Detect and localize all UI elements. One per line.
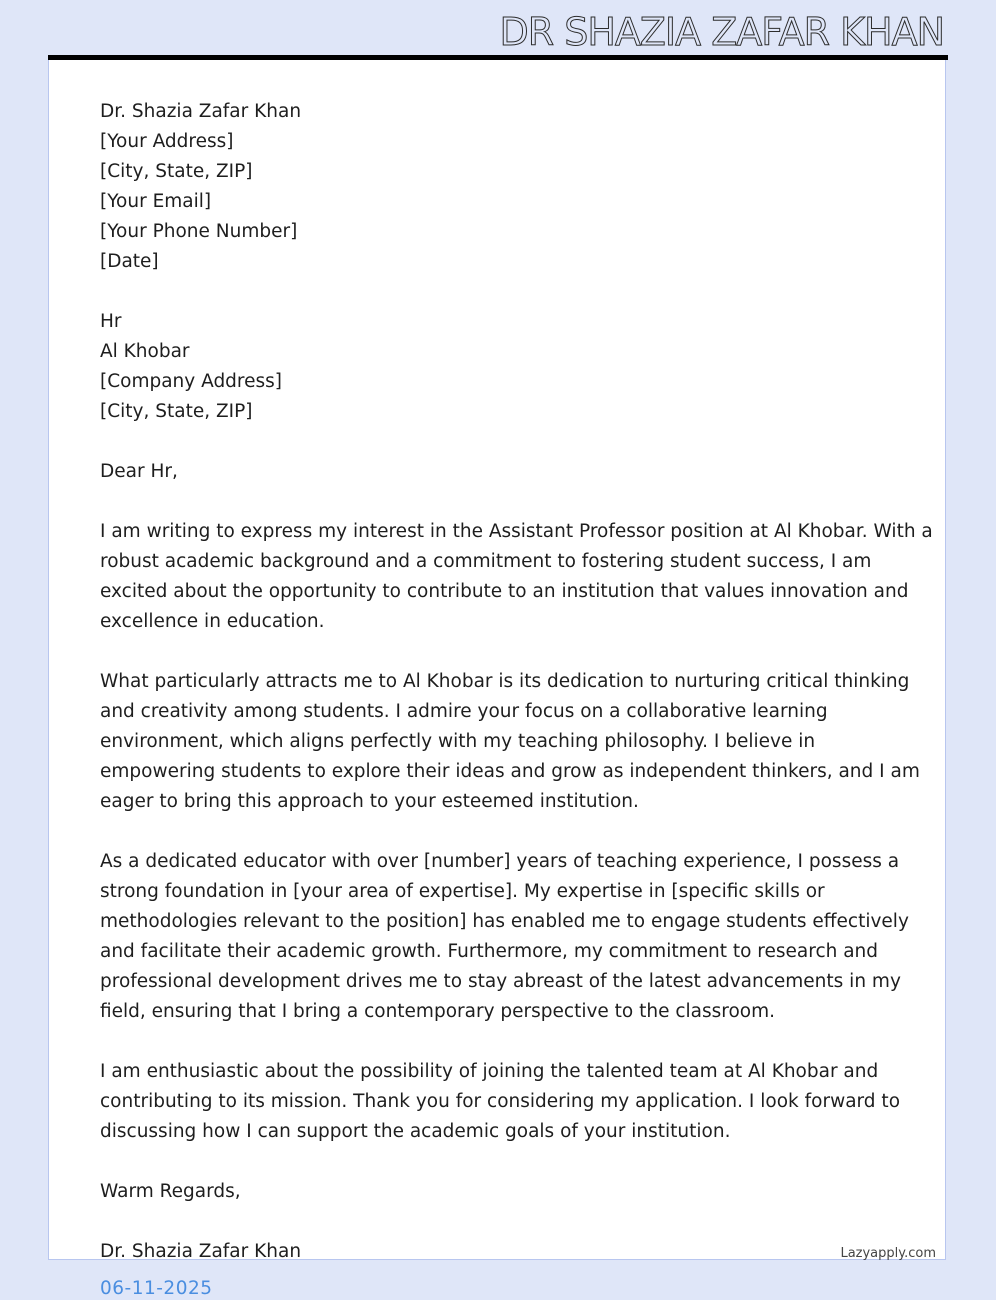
paragraph-line: What particularly attracts me to Al Khobar is its dedication to nurturing critical thinking [100, 671, 910, 692]
paragraph-line: field, ensuring that I bring a contemporary perspective to the classroom. [100, 1001, 776, 1022]
closing: Warm Regards, [100, 1181, 241, 1202]
paragraph-line: environment, which aligns perfectly with my teaching philosophy. I believe in [100, 731, 816, 752]
paragraph-line: I am enthusiastic about the possibility of joining the talented team at Al Khobar and [100, 1061, 879, 1082]
paragraph-line: professional development drives me to stay abreast of the latest advancements in my [100, 971, 901, 992]
sender-phone: [Your Phone Number] [100, 221, 298, 242]
paragraph-line: excited about the opportunity to contribute to an institution that values innovation and [100, 581, 909, 602]
cover-letter [100, 97, 933, 1267]
paragraph-line: methodologies relevant to the position] has enabled me to engage students effectively [100, 911, 909, 932]
sender-city-state-zip: [City, State, ZIP] [100, 161, 253, 182]
recipient-name: Hr [100, 311, 122, 332]
sender-block [100, 97, 900, 277]
recipient-city-state-zip: [City, State, ZIP] [100, 401, 253, 422]
footer-date: 06-11-2025 [100, 1278, 213, 1299]
body-paragraph [100, 847, 909, 1027]
paragraph-line: empowering students to explore their ideas and grow as independent thinkers, and I am [100, 761, 920, 782]
signature: Dr. Shazia Zafar Khan [100, 1241, 302, 1262]
paragraph-line: discussing how I can support the academic goals of your institution. [100, 1121, 731, 1142]
paragraph-line: I am writing to express my interest in the Assistant Professor position at Al Khobar. With a [100, 521, 933, 542]
paragraph-line: excellence in education. [100, 611, 325, 632]
paragraph-line: eager to bring this approach to your esteemed institution. [100, 791, 639, 812]
body-paragraph [100, 1057, 900, 1147]
footer-brand: Lazyapply.com [840, 1246, 936, 1261]
header-name: DR SHAZIA ZAFAR KHAN [499, 10, 944, 54]
sender-email: [Your Email] [100, 191, 212, 212]
body-paragraph [100, 517, 933, 637]
recipient-block [100, 307, 900, 427]
recipient-address: [Company Address] [100, 371, 283, 392]
paragraph-line: robust academic background and a commitment to fostering student success, I am [100, 551, 872, 572]
body-paragraph [100, 667, 920, 817]
salutation: Dear Hr, [100, 461, 178, 482]
recipient-company: Al Khobar [100, 341, 190, 362]
paragraph-line: strong foundation in [your area of expertise]. My expertise in [specific skills or [100, 881, 825, 902]
sender-date: [Date] [100, 251, 159, 272]
paragraph-line: As a dedicated educator with over [number] years of teaching experience, I possess a [100, 851, 900, 872]
paragraph-line: and creativity among students. I admire your focus on a collaborative learning [100, 701, 828, 722]
sender-address: [Your Address] [100, 131, 234, 152]
sender-name: Dr. Shazia Zafar Khan [100, 101, 302, 122]
paragraph-line: contributing to its mission. Thank you for considering my application. I look forward to [100, 1091, 901, 1112]
paragraph-line: and facilitate their academic growth. Furthermore, my commitment to research and [100, 941, 879, 962]
